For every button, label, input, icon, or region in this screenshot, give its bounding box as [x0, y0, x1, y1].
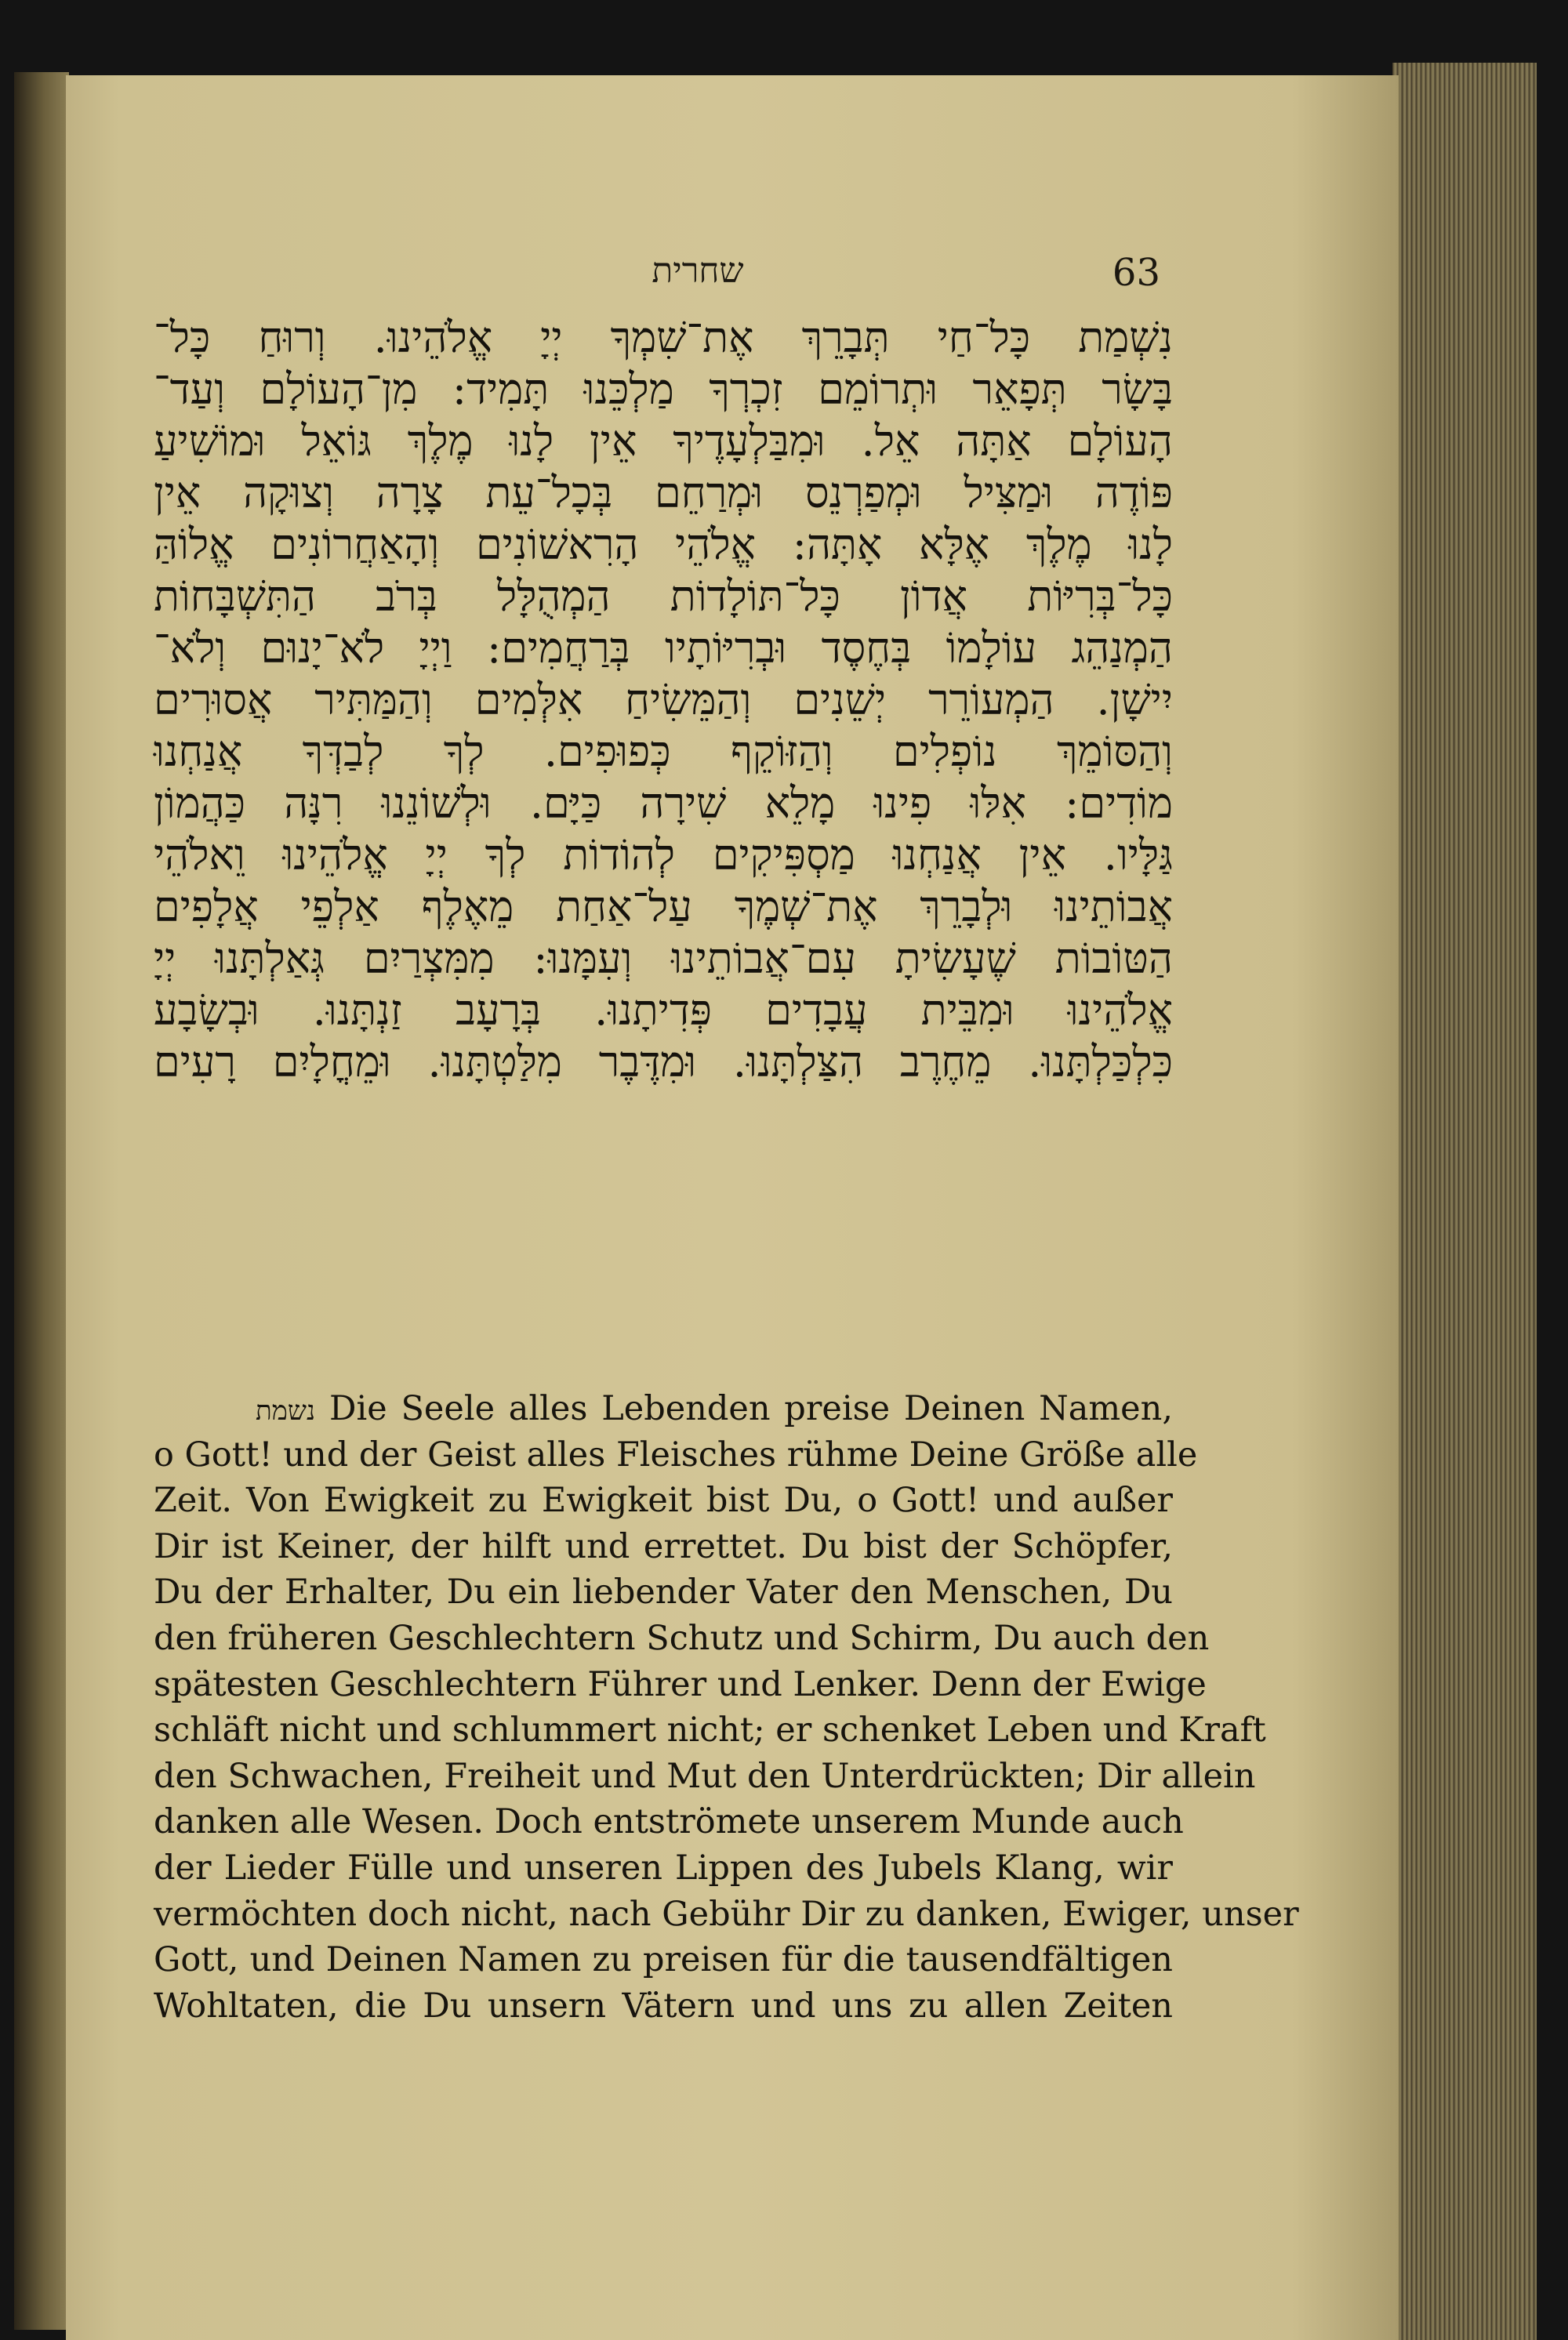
previous-page-edge — [14, 72, 69, 2330]
hebrew-text-block — [154, 312, 1173, 1088]
translation-lemma: נשמת — [256, 1395, 316, 1427]
german-line: Du der Erhalter, Du ein liebender Vater den Menschen, Du — [154, 1573, 1173, 1613]
german-line: o Gott! und der Geist alles Fleisches rühme Deine Größe alle — [154, 1435, 1198, 1475]
german-line: den früheren Geschlechtern Schutz und Schirm, Du auch den — [154, 1618, 1210, 1658]
german-line: den Schwachen, Freiheit und Mut den Unterdrückten; Dir allein — [154, 1756, 1256, 1796]
page-stack-edges — [1392, 63, 1568, 2340]
german-line: der Lieder Fülle und unseren Lippen des Jubels Klang, wir — [154, 1848, 1173, 1888]
running-title: שחרית — [652, 251, 744, 291]
hebrew-line: אֲבוֹתֵינוּ וּלְבָרֵךְ אֶת־שְׁמֶךָ עַל־אַחַת מֵאֶלֶף אַלְפֵי אֲלָפִים — [154, 882, 1173, 931]
hebrew-line: כָּל־בְּרִיּוֹת אֲדוֹן כָּל־תּוֹלָדוֹת הַמְהֻלָּל בְּרֹב הַתִּשְׁבָּחוֹת — [154, 571, 1173, 621]
hebrew-line: לָנוּ מֶלֶךְ אֶלָּא אָתָּה: אֱלֹהֵי הָרִאשׁוֹנִים וְהָאַחֲרוֹנִים אֱלוֹהַּ — [154, 520, 1173, 569]
german-line: Wohltaten, die Du unsern Vätern und uns zu allen Zeiten — [154, 1986, 1173, 2026]
hebrew-line: נִשְׁמַת כָּל־חַי תְּבָרֵךְ אֶת־שִׁמְךָ יְיָ אֱלֹהֵינוּ. וְרוּחַ כָּל־ — [154, 313, 1173, 362]
german-line: schläft nicht und schlummert nicht; er schenket Leben und Kraft — [154, 1711, 1266, 1750]
hebrew-line: הַמְנַהֵג עוֹלָמוֹ בְּחֶסֶד וּבְרִיּוֹתָיו בְּרַחֲמִים: וַיְיָ לֹא־יָנוּם וְלֹא־ — [154, 623, 1173, 673]
hebrew-line: פּוֹדֶה וּמַצִּיל וּמְפַרְנֵס וּמְרַחֵם בְּכָל־עֵת צָרָה וְצוּקָה אֵין — [154, 468, 1173, 517]
hebrew-line: אֱלֹהֵינוּ וּמִבֵּית עֲבָדִים פְּדִיתָנוּ. בְּרָעָב זַנְתָּנוּ. וּבְשָׂבָע — [154, 985, 1173, 1035]
page-number: 63 — [1112, 251, 1160, 295]
german-line: vermöchten doch nicht, nach Gebühr Dir zu danken, Ewiger, unser — [154, 1894, 1299, 1934]
hebrew-line: בָּשָׂר תְּפָאֵר וּתְרוֹמֵם זִכְרְךָ מַלְכֵּנוּ תָּמִיד: מִן־הָעוֹלָם וְעַד־ — [154, 365, 1173, 414]
hebrew-line: יִישָׁן. הַמְעוֹרֵר יְשֵׁנִים וְהַמֵּשִׂיחַ אִלְּמִים וְהַמַּתִּיר אֲסוּרִים — [154, 675, 1173, 724]
german-line: Zeit. Von Ewigkeit zu Ewigkeit bist Du, o Gott! und außer — [154, 1481, 1173, 1521]
german-line: Gott, und Deinen Namen zu preisen für die tausendfältigen — [154, 1940, 1173, 1980]
hebrew-line: הַטּוֹבוֹת שֶׁעָשִׂיתָ עִם־אֲבוֹתֵינוּ וְעִמָּנוּ: מִמִּצְרַיִם גְּאַלְתָּנוּ יְיָ — [154, 934, 1173, 983]
hebrew-line: כִּלְכַּלְתָּנוּ. מֵחֶרֶב הִצַּלְתָּנוּ. וּמִדֶּבֶר מִלַּטְתָּנוּ. וּמֵחֳלָיִם רָעִים — [154, 1037, 1173, 1087]
hebrew-line: וְהַסּוֹמֵךְ נוֹפְלִים וְהַזּוֹקֵף כְּפוּפִים. לְךָ לְבַדְּךָ אֲנַחְנוּ — [154, 727, 1173, 776]
german-line-text: Die Seele alles Lebenden preise Deinen Namen, — [329, 1389, 1173, 1428]
german-translation-block — [154, 1386, 1299, 2029]
page-header — [141, 251, 1254, 298]
hebrew-line: הָעוֹלָם אַתָּה אֵל. וּמִבַּלְעָדֶיךָ אֵין לָנוּ מֶלֶךְ גּוֹאֵל וּמוֹשִׁיעַ — [154, 416, 1173, 466]
hebrew-line: מוֹדִים: אִלּוּ פִינוּ מָלֵא שִׁירָה כַּיָּם. וּלְשׁוֹנֵנוּ רִנָּה כַּהֲמוֹן — [154, 778, 1173, 828]
german-line: Dir ist Keiner, der hilft und errettet. Du bist der Schöpfer, — [154, 1526, 1173, 1566]
german-line — [154, 1386, 1173, 1432]
hebrew-line: גַּלָּיו. אֵין אֲנַחְנוּ מַסְפִּיקִים לְהוֹדוֹת לְךָ יְיָ אֱלֹהֵינוּ וֵאלֹהֵי — [154, 830, 1173, 880]
german-line: spätesten Geschlechtern Führer und Lenker. Denn der Ewige — [154, 1664, 1207, 1704]
german-line: danken alle Wesen. Doch entströmete unserem Munde auch — [154, 1802, 1184, 1842]
